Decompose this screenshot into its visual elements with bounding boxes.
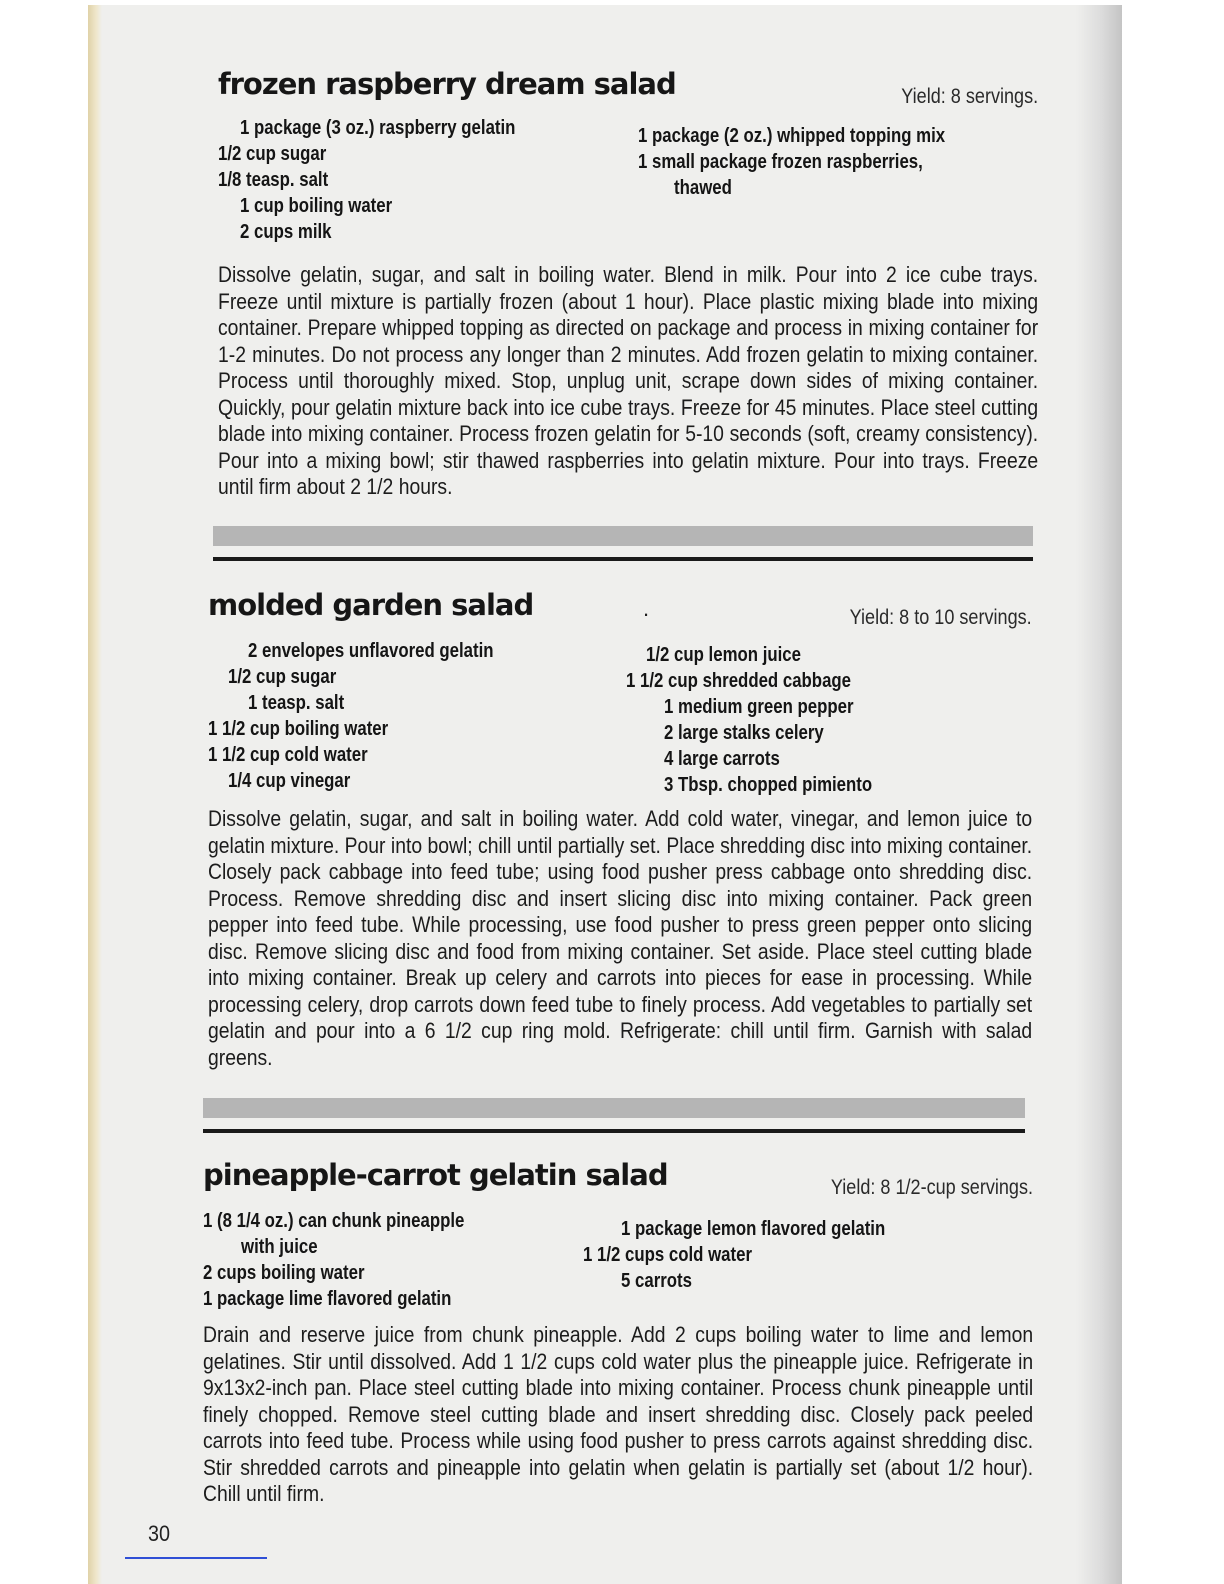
ingredient-item: 1 cup boiling water bbox=[240, 195, 393, 217]
ingredient-item: 2 cups milk bbox=[240, 221, 332, 243]
link-underline bbox=[125, 1557, 267, 1559]
ingredient-item: thawed bbox=[674, 177, 732, 199]
ingredient-item: 1 small package frozen raspberries, bbox=[638, 151, 923, 173]
ingredient-item: 1 (8 1/4 oz.) can chunk pineapple bbox=[203, 1210, 465, 1232]
recipe-method: Dissolve gelatin, sugar, and salt in boiling water. Blend in milk. Pour into 2 ice cube trays. Freeze until mixture is partially frozen (about 1 hour). Place plastic mixing blade into mixing container. Prepare whipped topping as directed on package and process in mixing container for 1-2 minutes. Do not process any longer than 2 minutes. Add frozen gelatin to mixing container. Process until thoroughly mixed. Stop, unplug unit, scrape down sides of mixing container. Quickly, pour gelatin mixture back into ice cube trays. Freeze for 45 minutes. Place steel cutting blade into mixing container. Process frozen gelatin for 5-10 seconds (soft, creamy consistency). Pour into a mixing bowl; stir thawed raspberries into gelatin mixture. Pour into trays. Freeze until firm about 2 1/2 hours. bbox=[218, 262, 1039, 499]
section-divider bbox=[203, 1098, 1025, 1134]
ingredient-item: 1 teasp. salt bbox=[248, 692, 345, 714]
page-spine-shadow bbox=[88, 5, 102, 1584]
ingredient-item: 1 1/2 cup cold water bbox=[208, 744, 368, 766]
recipe-yield: Yield: 8 to 10 servings. bbox=[849, 606, 1032, 629]
recipe-header bbox=[203, 1158, 1033, 1206]
cookbook-page bbox=[88, 5, 1122, 1584]
ingredient-item: 1/2 cup sugar bbox=[228, 666, 337, 688]
recipe-method: Drain and reserve juice from chunk pineapple. Add 2 cups boiling water to lime and lemon gelatines. Stir until dissolved. Add 1 1/2 cups cold water plus the pineapple juice. Refrigerate in 9x13x2-inch pan. Place steel cutting blade into mixing container. Process chunk pineapple until finely chopped. Remove steel cutting blade and insert shredding disc. Closely pack peeled carrots into feed tube. Process while using food pusher to press carrots against shredding disc. Stir shredded carrots and pineapple into gelatin when gelatin is partially set (about 1/2 hour). Chill until firm. bbox=[203, 1322, 1034, 1506]
ingredient-item: 2 cups boiling water bbox=[203, 1262, 365, 1284]
ingredient-item: 2 large stalks celery bbox=[664, 722, 824, 744]
ingredient-item: 1/8 teasp. salt bbox=[218, 169, 329, 191]
page-gutter-shadow bbox=[1076, 5, 1122, 1584]
recipe-title: pineapple-carrot gelatin salad bbox=[203, 1158, 668, 1192]
ingredient-item: 1 package lemon flavored gelatin bbox=[621, 1218, 886, 1240]
recipe-yield: Yield: 8 servings. bbox=[901, 85, 1038, 108]
recipe-frozen-raspberry-dream-salad bbox=[218, 67, 1039, 499]
recipe-molded-garden-salad bbox=[208, 588, 1033, 1070]
ingredient-item: 1 package lime flavored gelatin bbox=[203, 1288, 452, 1310]
recipe-title: frozen raspberry dream salad bbox=[218, 67, 676, 101]
ingredient-item: 3 Tbsp. chopped pimiento bbox=[664, 774, 873, 796]
recipe-yield: Yield: 8 1/2-cup servings. bbox=[830, 1176, 1033, 1199]
ingredient-item: 5 carrots bbox=[621, 1270, 692, 1292]
ingredient-item: 1 1/2 cup boiling water bbox=[208, 718, 389, 740]
ingredient-item: 1 package (2 oz.) whipped topping mix bbox=[638, 125, 946, 147]
stray-mark: . bbox=[643, 596, 650, 621]
recipe-title: molded garden salad bbox=[208, 588, 534, 622]
ingredient-item: 1 1/2 cup shredded cabbage bbox=[626, 670, 852, 692]
ingredient-item: 1 medium green pepper bbox=[664, 696, 854, 718]
ingredient-item: 1 1/2 cups cold water bbox=[583, 1244, 753, 1266]
ingredient-item: 1/2 cup lemon juice bbox=[646, 644, 801, 666]
page-number: 30 bbox=[148, 1521, 171, 1546]
recipe-header bbox=[208, 588, 1032, 636]
ingredient-item: with juice bbox=[241, 1236, 318, 1258]
ingredient-item: 4 large carrots bbox=[664, 748, 780, 770]
recipe-pineapple-carrot-gelatin-salad bbox=[203, 1158, 1034, 1506]
recipe-method: Dissolve gelatin, sugar, and salt in boiling water. Add cold water, vinegar, and lemon juice to gelatin mixture. Pour into bowl; chill until partially set. Place shredding disc into mixing container. Closely pack cabbage into feed tube; using food pusher press cabbage onto shredding disc. Process. Remove shredding disc and insert slicing disc into mixing container. Pack green pepper into feed tube. While processing, use food pusher to press green pepper onto slicing disc. Remove slicing disc and food from mixing container. Set aside. Place steel cutting blade into mixing container. Break up celery and carrots into pieces for ease in processing. While processing celery, drop carrots down feed tube to finely process. Add vegetables to partially set gelatin and pour into a 6 1/2 cup ring mold. Refrigerate: chill until firm. Garnish with salad greens. bbox=[208, 806, 1033, 1070]
ingredient-item: 1/4 cup vinegar bbox=[228, 770, 351, 792]
ingredient-item: 1/2 cup sugar bbox=[218, 143, 327, 165]
recipe-header bbox=[218, 67, 1038, 115]
ingredient-item: 2 envelopes unflavored gelatin bbox=[248, 640, 494, 662]
section-divider bbox=[213, 526, 1033, 562]
ingredient-item: 1 package (3 oz.) raspberry gelatin bbox=[240, 117, 516, 139]
